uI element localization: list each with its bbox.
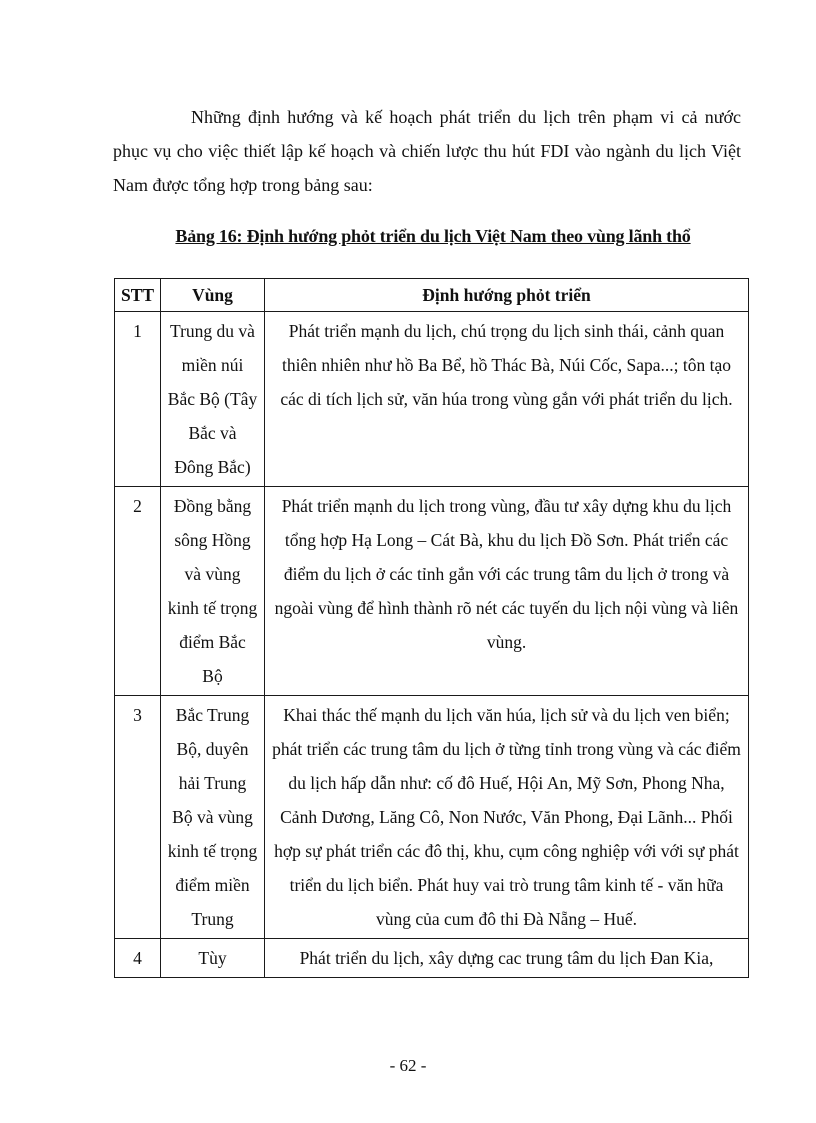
table-row (115, 487, 749, 696)
row-stt: 4 (115, 939, 161, 978)
header-region: Vùng (161, 279, 265, 312)
table-row (115, 312, 749, 487)
row-stt: 1 (115, 312, 161, 487)
row-direction: Phát triển mạnh du lịch trong vùng, đầu tư xây dựng khu du lịch tổng hợp Hạ Long – Cát Bà, khu du lịch Đồ Sơn. Phát triển các điểm du lịch ở các tỉnh gắn với các trung tâm du lịch ở trong và ngoài vùng để hình thành rõ nét các tuyến du lịch nội vùng và liên vùng. (265, 487, 749, 696)
table-caption: Bảng 16: Định hướng phỏt triển du lịch Việt Nam theo vùng lãnh thổ (175, 226, 691, 246)
table-header-row (115, 279, 749, 312)
header-stt: STT (115, 279, 161, 312)
intro-paragraph: Những định hướng và kế hoạch phát triển du lịch trên phạm vi cả nước phục vụ cho việc thiết lập kế hoạch và chiến lược thu hút FDI vào ngành du lịch Việt Nam được tổng hợp trong bảng sau: (113, 107, 741, 195)
row-stt: 3 (115, 696, 161, 939)
row-region: Tùy (161, 939, 265, 978)
page-number: - 62 - (389, 1056, 427, 1075)
row-region: Trung du và miền núi Bắc Bộ (Tây Bắc và Đông Bắc) (161, 312, 265, 487)
tourism-direction-table (114, 278, 749, 978)
row-region: Đồng bằng sông Hồng và vùng kinh tế trọng điểm Bắc Bộ (161, 487, 265, 696)
row-stt: 2 (115, 487, 161, 696)
row-direction: Phát triển mạnh du lịch, chú trọng du lịch sinh thái, cảnh quan thiên nhiên như hồ Ba Bể, hồ Thác Bà, Núi Cốc, Sapa...; tôn tạo các di tích lịch sử, văn húa trong vùng gắn với phát triển du lịch. (265, 312, 749, 487)
row-region: Bắc Trung Bộ, duyên hải Trung Bộ và vùng kinh tế trọng điểm miền Trung (161, 696, 265, 939)
row-direction: Phát triển du lịch, xây dựng cac trung tâm du lịch Đan Kia, (265, 939, 749, 978)
row-direction: Khai thác thế mạnh du lịch văn húa, lịch sử và du lịch ven biển; phát triển các trung tâm du lịch ở từng tỉnh trong vùng và các điểm du lịch hấp dẫn như: cố đô Huế, Hội An, Mỹ Sơn, Phong Nha, Cảnh Dương, Lăng Cô, Non Nước, Văn Phong, Đại Lãnh... Phối hợp sự phát triển các đô thị, khu, cụm công nghiệp với với sự phát triển du lịch biển. Phát huy vai trò trung tâm kinh tế - văn hữa vùng của cum đô thi Đà Nẵng – Huế. (265, 696, 749, 939)
table-row (115, 696, 749, 939)
table-row (115, 939, 749, 978)
header-direction: Định hướng phỏt triển (265, 279, 749, 312)
